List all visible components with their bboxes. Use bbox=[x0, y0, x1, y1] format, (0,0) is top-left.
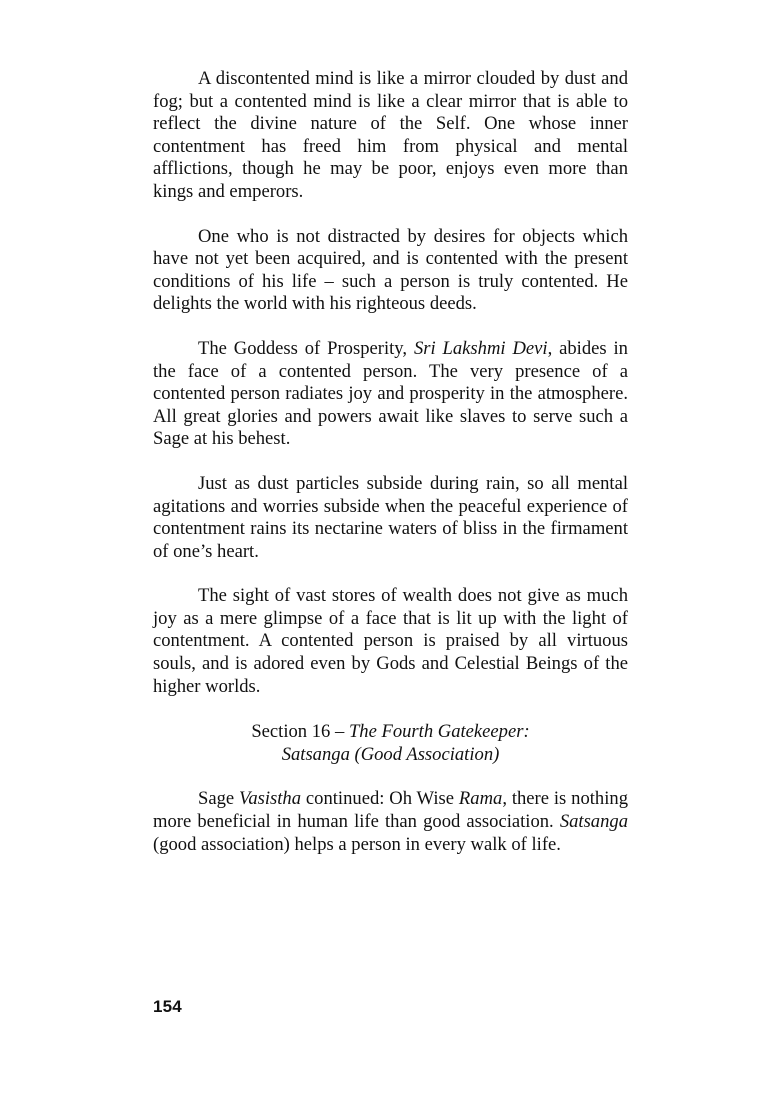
page-number: 154 bbox=[153, 997, 182, 1016]
section-heading bbox=[153, 721, 628, 766]
section-heading-line-2 bbox=[153, 744, 628, 767]
paragraph-text-segment: Sage bbox=[198, 788, 240, 810]
paragraph-dust-particles: Just as dust particles subside during rain, so all mental agitations and worries subside when the peaceful experience of contentment rains its nectarine waters of bliss in the firmament of one’s heart. bbox=[153, 472, 628, 562]
paragraph-text-segment: The Goddess of Prosperity, bbox=[198, 337, 414, 359]
italic-name-rama: Rama bbox=[458, 788, 503, 810]
page-body bbox=[153, 68, 628, 856]
section-title-part-1: The Fourth Gatekeeper: bbox=[348, 721, 530, 743]
section-heading-line-1 bbox=[153, 721, 628, 744]
paragraph-not-distracted: One who is not distracted by desires for objects which have not yet been acquired, and is contented with the present conditions of his life – such a person is truly contented. He delights the world with his righteous deeds. bbox=[153, 225, 628, 315]
section-title-part-2: Satsanga (Good Association) bbox=[281, 743, 500, 765]
paragraph-discontented-mind: A discontented mind is like a mirror clouded by dust and fog; but a contented mind is like a clear mirror that is able to reflect the divine nature of the Self. One whose inner contentment has freed him from physical and mental afflictions, though he may be poor, enjoys even more than kings and emperors. bbox=[153, 68, 628, 202]
italic-name-vasistha: Vasistha bbox=[239, 788, 302, 810]
paragraph-text-segment: , there is nothing more beneficial in human life than good association. bbox=[153, 788, 628, 833]
paragraph-text-segment: (good association) helps a person in every walk of life. bbox=[153, 833, 561, 855]
paragraph-text-segment: continued: Oh Wise bbox=[301, 788, 459, 810]
paragraph-sage-vasistha bbox=[153, 788, 628, 856]
italic-term: Sri Lakshmi Devi bbox=[413, 337, 548, 359]
paragraph-goddess-prosperity bbox=[153, 338, 628, 451]
paragraph-text-segment: , abides in the face of a contented person. The very presence of a contented person radiates joy and prosperity in the atmosphere. All great glories and powers await like slaves to serve such a Sage at his behest. bbox=[153, 337, 628, 450]
section-label: Section 16 – bbox=[251, 721, 349, 743]
italic-term-satsanga: Satsanga bbox=[559, 811, 628, 833]
paragraph-sight-of-wealth: The sight of vast stores of wealth does not give as much joy as a mere glimpse of a face that is lit up with the light of contentment. A contented person is praised by all virtuous souls, and is adored even by Gods and Celestial Beings of the higher worlds. bbox=[153, 585, 628, 697]
